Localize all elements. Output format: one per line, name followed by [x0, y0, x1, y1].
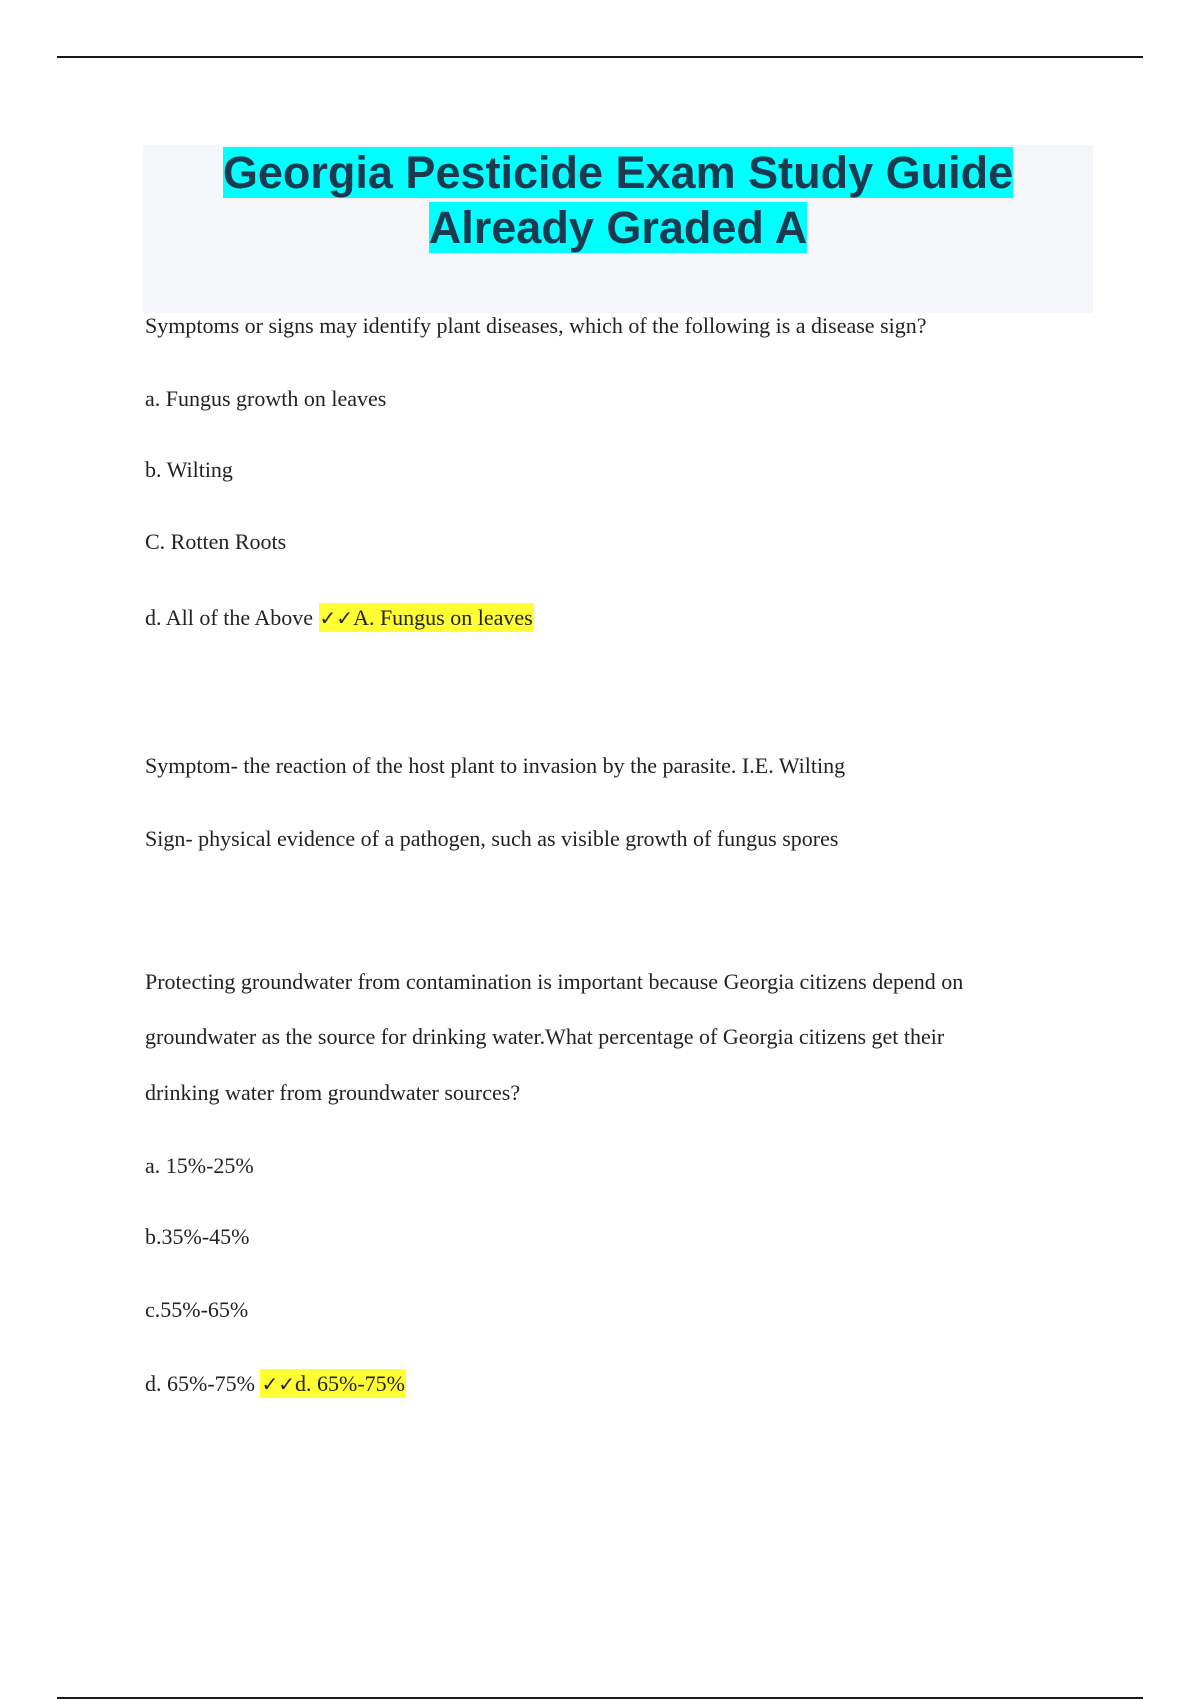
sign-definition: Sign- physical evidence of a pathogen, such as visible growth of fungus spores	[145, 826, 839, 851]
bottom-rule	[57, 1697, 1143, 1699]
question-1-answer	[319, 603, 534, 632]
question-2-option-b: b.35%-45%	[145, 1224, 250, 1249]
question-2-option-d-row	[145, 1369, 406, 1399]
top-rule	[57, 56, 1143, 58]
document-title	[143, 145, 1093, 255]
question-1-option-d: d. All of the Above	[145, 605, 314, 630]
question-2-line-2: groundwater as the source for drinking water.What percentage of Georgia citizens get their	[145, 1024, 945, 1049]
title-line-1: Georgia Pesticide Exam Study Guide	[222, 147, 1014, 198]
question-2-answer	[260, 1369, 406, 1398]
question-1-option-c: C. Rotten Roots	[145, 529, 287, 554]
check-mark-icon: ✓✓	[319, 606, 354, 630]
question-2-option-a: a. 15%-25%	[145, 1153, 254, 1178]
check-mark-icon: ✓✓	[261, 1372, 295, 1396]
symptom-definition: Symptom- the reaction of the host plant to invasion by the parasite. I.E. Wilting	[145, 753, 846, 778]
question-1-option-d-row	[145, 603, 534, 633]
question-1-answer-text: A. Fungus on leaves	[353, 605, 533, 630]
question-2-line-1: Protecting groundwater from contamination is important because Georgia citizens depend on	[145, 969, 964, 994]
question-2-line-3: drinking water from groundwater sources?	[145, 1080, 521, 1105]
question-1-option-b: b. Wilting	[145, 457, 233, 482]
question-2-option-d: d. 65%-75%	[145, 1371, 255, 1396]
question-2-answer-text: d. 65%-75%	[295, 1371, 405, 1396]
question-2-option-c: c.55%-65%	[145, 1297, 249, 1322]
question-1-text: Symptoms or signs may identify plant diseases, which of the following is a disease sign?	[145, 313, 927, 338]
title-line-2: Already Graded A	[428, 202, 808, 253]
question-1-option-a: a. Fungus growth on leaves	[145, 386, 387, 411]
